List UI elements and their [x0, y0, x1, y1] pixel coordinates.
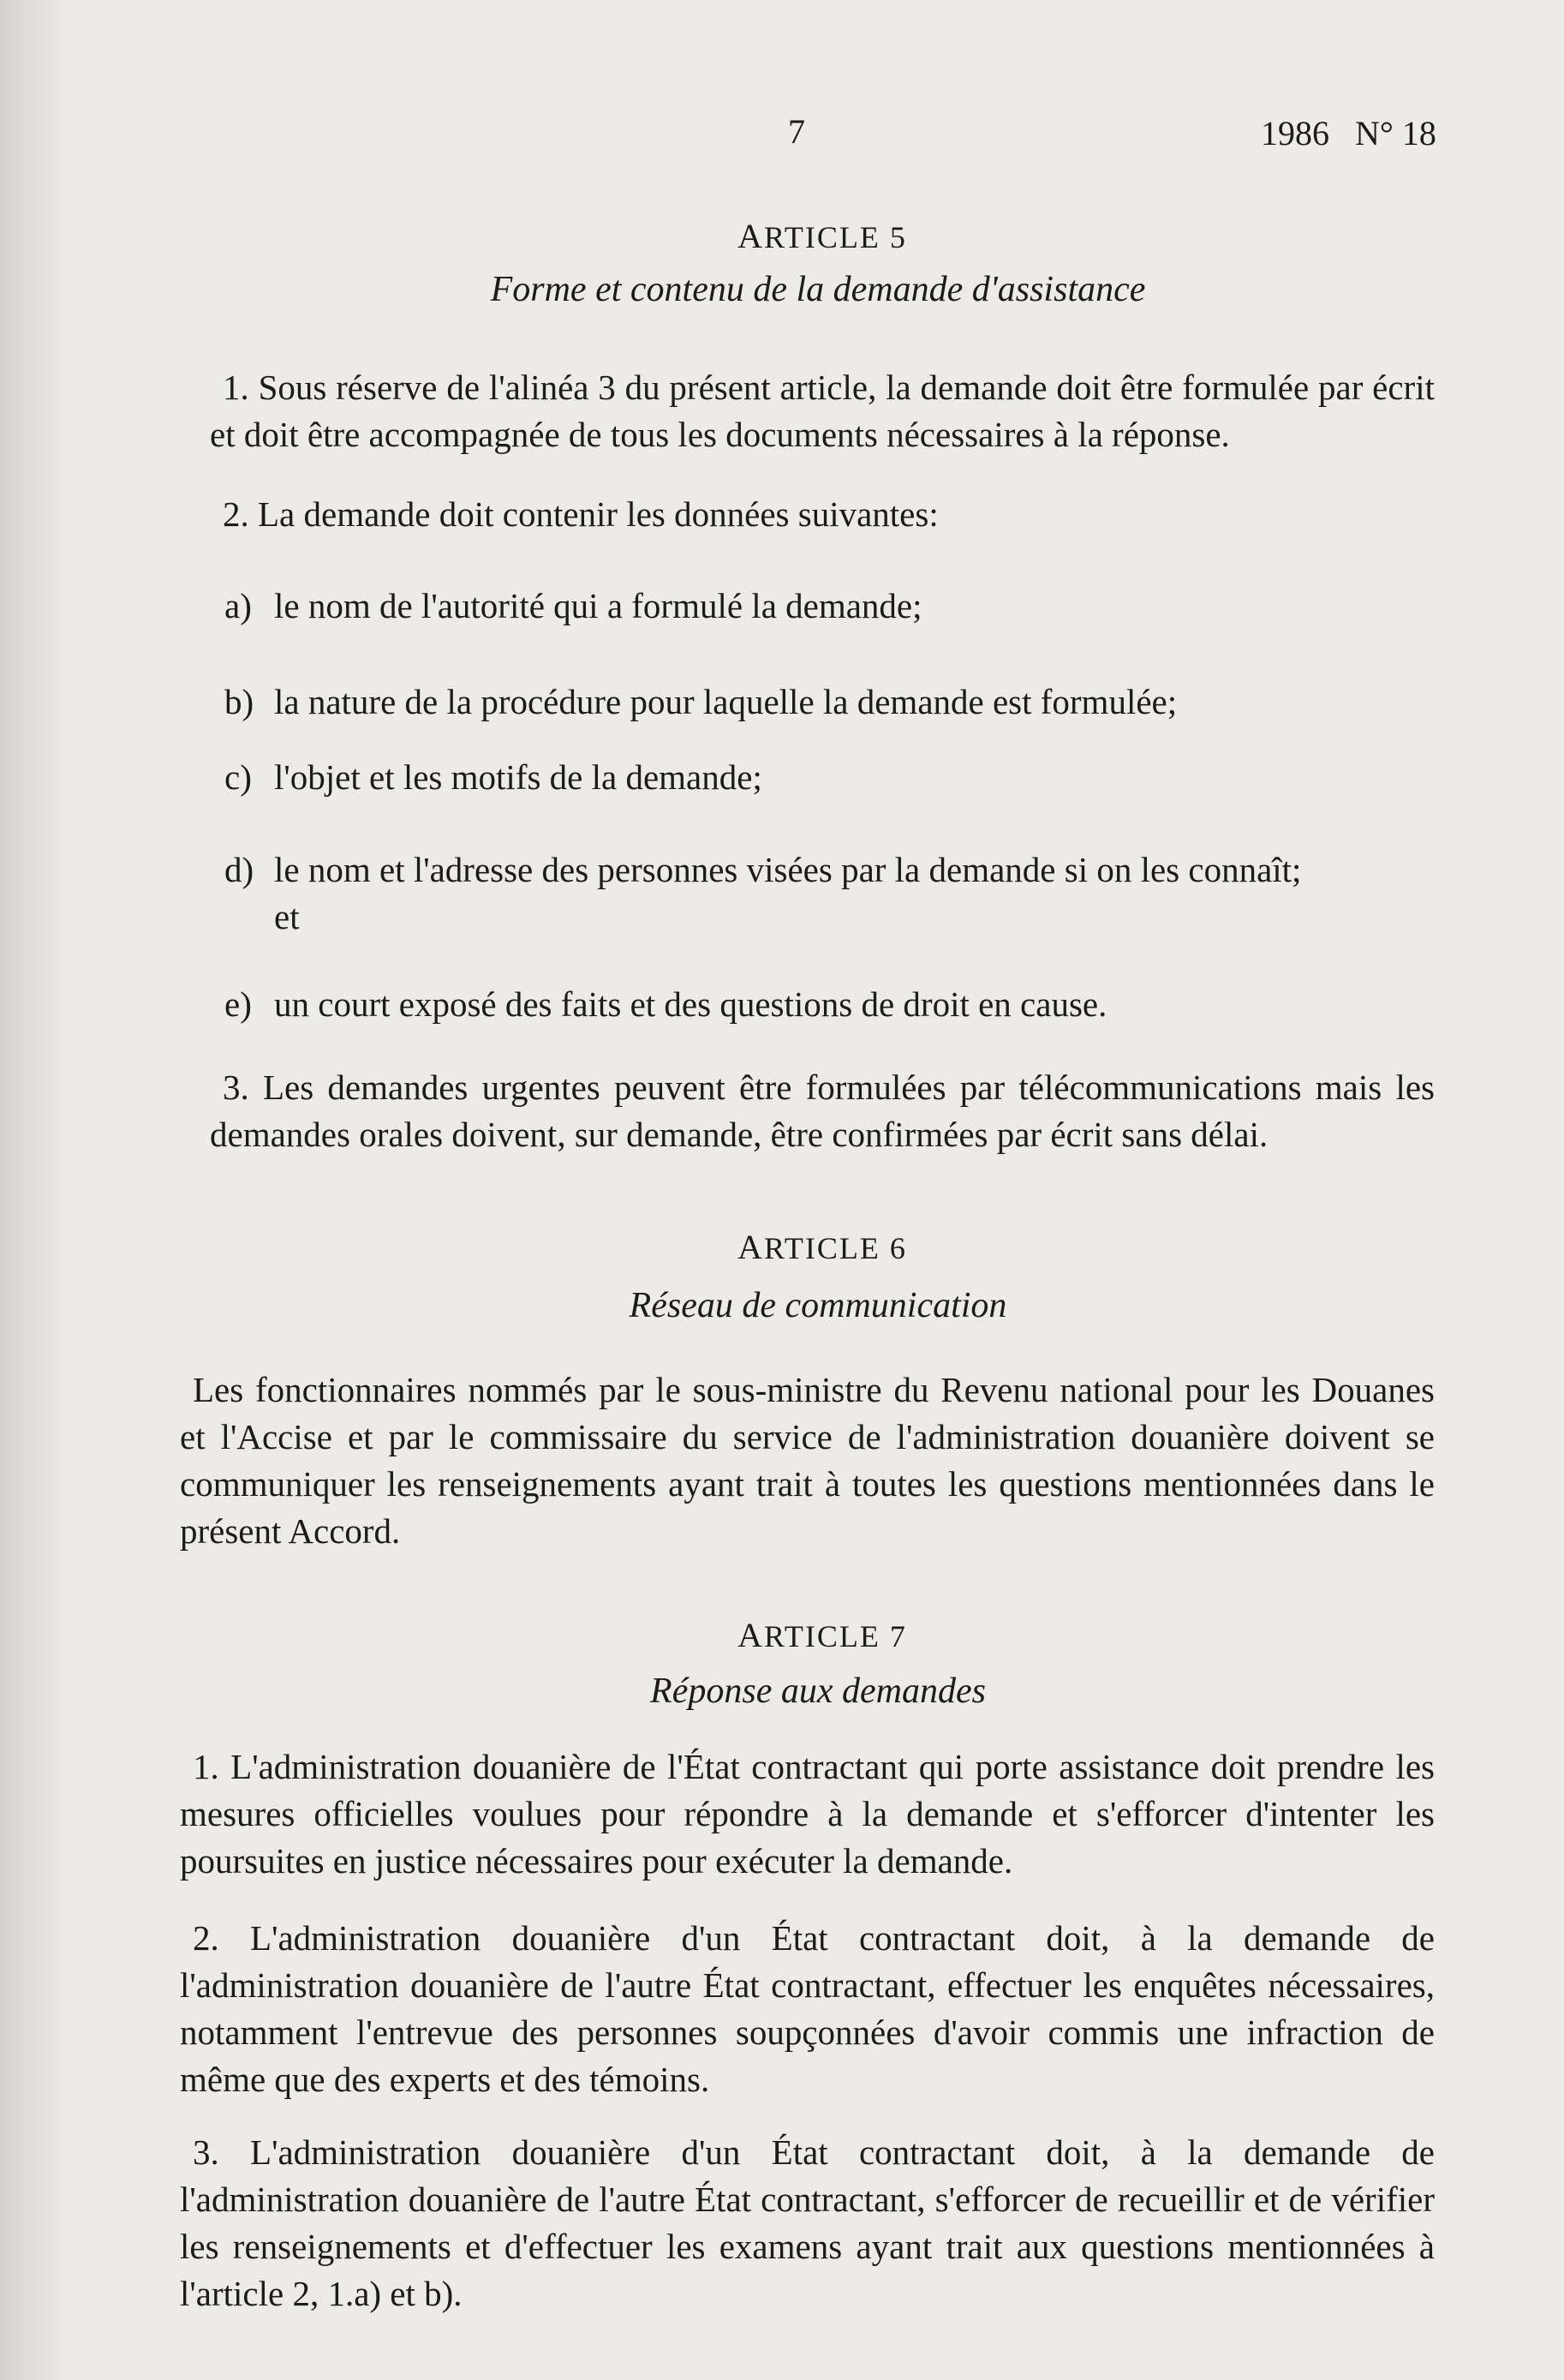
page-gutter-shadow — [0, 0, 69, 2380]
article-7-paragraph-1: 1. L'administration douanière de l'État contractant qui porte assistance doit prendre les mesures officielles voulues pour répondre à la demande et s'efforcer d'intenter les poursuites en justice nécessaires pour exécuter la demande. — [180, 1747, 1435, 1881]
article-7-paragraph-2: 2. L'administration douanière d'un État contractant doit, à la demande de l'administration douanière de l'autre État contractant, effectuer les enquêtes nécessaires, notamment l'entrevue des personnes soupçonnées d'avoir commis une infraction de même que des experts et des témoins. — [180, 1918, 1435, 2099]
article-5-paragraph-2: 2. La demande doit contenir les données suivantes: — [223, 494, 939, 534]
article-7-paragraph-3: 3. L'administration douanière d'un État contractant doit, à la demande de l'administration douanière de l'autre État contractant, s'efforcer de recueillir et de vérifier les renseignements et d'effectuer les examens ayant trait aux questions mentionnées à l'article 2, 1.a) et b). — [180, 2132, 1435, 2313]
header-year: 1986 — [1261, 114, 1329, 152]
article-6-paragraph-1: Les fonctionnaires nommés par le sous-ministre du Revenu national pour les Douanes et l'Accise et par le commissaire du service de l'administration douanière doivent se communiquer les renseignements ayant trait à toutes les questions mentionnées dans le présent Accord. — [180, 1370, 1435, 1551]
article-5-heading: ARTICLE 5 — [737, 217, 907, 255]
article-6-subtitle: Réseau de communication — [629, 1286, 1007, 1325]
list-item: d) le nom et l'adresse des personnes visées par la demande si on les connaît; et — [224, 850, 1302, 936]
article-5-paragraph-3: 3. Les demandes urgentes peuvent être formulées par télécommunications mais les demandes orales doivent, sur demande, être confirmées par écrit sans délai. — [210, 1067, 1435, 1154]
header-number: N° 18 — [1355, 114, 1436, 152]
article-7-subtitle: Réponse aux demandes — [650, 1671, 986, 1711]
article-5-paragraph-1: 1. Sous réserve de l'alinéa 3 du présent article, la demande doit être formulée par écrit et doit être accompagnée de tous les documents nécessaires à la réponse. — [210, 368, 1435, 454]
list-item: e) un court exposé des faits et des questions de droit en cause. — [224, 984, 1107, 1024]
list-item: a) le nom de l'autorité qui a formulé la demande; — [224, 586, 922, 625]
article-5-subtitle: Forme et contenu de la demande d'assistance — [490, 270, 1146, 309]
list-item: c) l'objet et les motifs de la demande; — [224, 757, 762, 797]
page-number: 7 — [788, 112, 805, 151]
list-item: b) la nature de la procédure pour laquelle la demande est formulée; — [224, 682, 1178, 721]
article-6-heading: ARTICLE 6 — [737, 1228, 907, 1266]
article-7-heading: ARTICLE 7 — [737, 1616, 907, 1654]
